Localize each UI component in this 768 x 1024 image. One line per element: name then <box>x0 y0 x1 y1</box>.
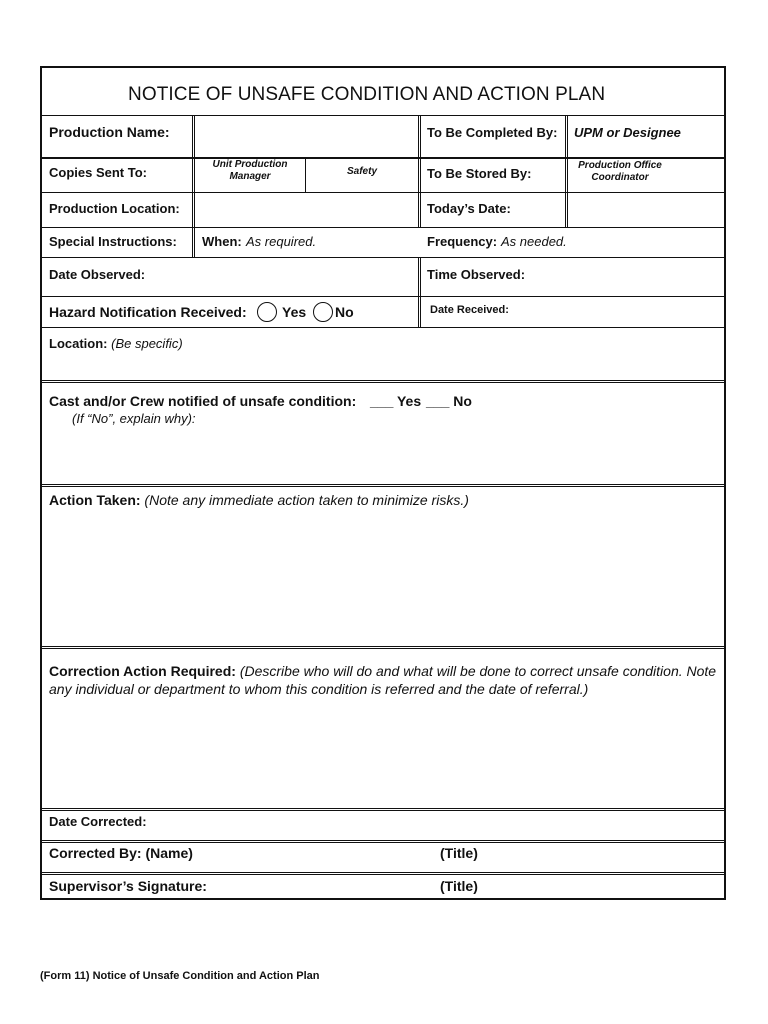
row-divider <box>42 842 724 843</box>
row-divider <box>42 380 724 381</box>
production-location-field[interactable] <box>195 193 417 227</box>
production-location-label: Production Location: <box>49 201 180 216</box>
copies-recipient-upm: Unit Production Manager <box>212 159 288 182</box>
hazard-yes-radio[interactable] <box>257 302 277 322</box>
todays-date-field[interactable] <box>568 193 723 227</box>
action-taken-hint: (Note any immediate action taken to minimize risks.) <box>144 492 469 508</box>
frequency-value: As needed. <box>501 234 567 249</box>
crew-notified-yes[interactable]: ___ Yes <box>370 393 422 409</box>
todays-date-label: Today’s Date: <box>427 201 511 216</box>
row-divider <box>42 257 724 258</box>
row-divider <box>42 486 724 487</box>
to-be-stored-label: To Be Stored By: <box>427 166 532 181</box>
row-divider <box>42 872 724 873</box>
hazard-no-radio[interactable] <box>313 302 333 322</box>
correction-action-hint: (Describe who will do and what will be done to correct unsafe condition. Note any individual or department to whom this condition is referred and the date of referral.) <box>49 663 717 697</box>
hazard-notification-label: Hazard Notification Received: <box>49 304 247 320</box>
column-divider <box>305 157 306 192</box>
crew-notified-hint: (If “No”, explain why): <box>72 411 196 426</box>
to-be-completed-value: UPM or Designee <box>574 125 681 140</box>
production-name-field[interactable] <box>195 116 417 157</box>
form-footer: (Form 11) Notice of Unsafe Condition and Action Plan <box>40 970 320 982</box>
correction-action-label: Correction Action Required: <box>49 663 236 679</box>
row-divider <box>42 296 724 297</box>
action-taken-field[interactable] <box>44 514 722 644</box>
row-divider <box>42 327 724 328</box>
supervisor-signature-label: Supervisor’s Signature: <box>49 878 207 894</box>
location-hint: (Be specific) <box>111 336 183 351</box>
corrected-by-label: Corrected By: (Name) <box>49 845 193 861</box>
column-divider <box>418 257 419 328</box>
crew-notified-label: Cast and/or Crew notified of unsafe condition: <box>49 393 357 409</box>
form-title: NOTICE OF UNSAFE CONDITION AND ACTION PLAN <box>128 84 606 105</box>
row-divider <box>42 646 724 647</box>
column-divider <box>420 257 421 328</box>
crew-notified-no[interactable]: ___ No <box>426 393 472 409</box>
production-name-label: Production Name: <box>49 124 170 140</box>
row-divider <box>42 810 724 811</box>
supervisor-title-label: (Title) <box>440 878 478 894</box>
action-taken-label: Action Taken: <box>49 492 141 508</box>
date-observed-label: Date Observed: <box>49 267 146 282</box>
frequency-label: Frequency: <box>427 234 498 249</box>
row-divider <box>42 158 724 159</box>
hazard-yes-label: Yes <box>282 304 307 320</box>
unsafe-condition-form <box>40 66 726 900</box>
time-observed-label: Time Observed: <box>427 267 526 282</box>
action-taken-line <box>49 492 469 508</box>
location-label: Location: <box>49 336 108 351</box>
column-divider <box>418 115 419 227</box>
hazard-no-label: No <box>335 304 354 320</box>
date-corrected-label: Date Corrected: <box>49 814 147 829</box>
correction-action-field[interactable] <box>44 708 722 806</box>
date-received-label: Date Received: <box>430 304 509 316</box>
location-line <box>49 336 183 351</box>
column-divider <box>565 115 566 227</box>
row-divider <box>42 808 724 809</box>
when-value: As required. <box>246 234 317 249</box>
to-be-completed-label: To Be Completed By: <box>427 125 558 140</box>
row-divider <box>42 484 724 485</box>
row-divider <box>42 874 724 875</box>
correction-action-block <box>49 662 717 698</box>
row-divider <box>42 382 724 383</box>
copies-recipient-safety: Safety <box>346 166 377 177</box>
column-divider <box>192 115 193 258</box>
row-divider <box>42 648 724 649</box>
row-divider <box>42 227 724 228</box>
corrected-by-title-label: (Title) <box>440 845 478 861</box>
to-be-stored-value: Production Office Coordinator <box>578 160 662 183</box>
when-label: When: <box>202 234 242 249</box>
special-instructions-label: Special Instructions: <box>49 234 177 249</box>
row-divider <box>42 840 724 841</box>
column-divider <box>420 115 421 227</box>
copies-sent-label: Copies Sent To: <box>49 165 147 180</box>
